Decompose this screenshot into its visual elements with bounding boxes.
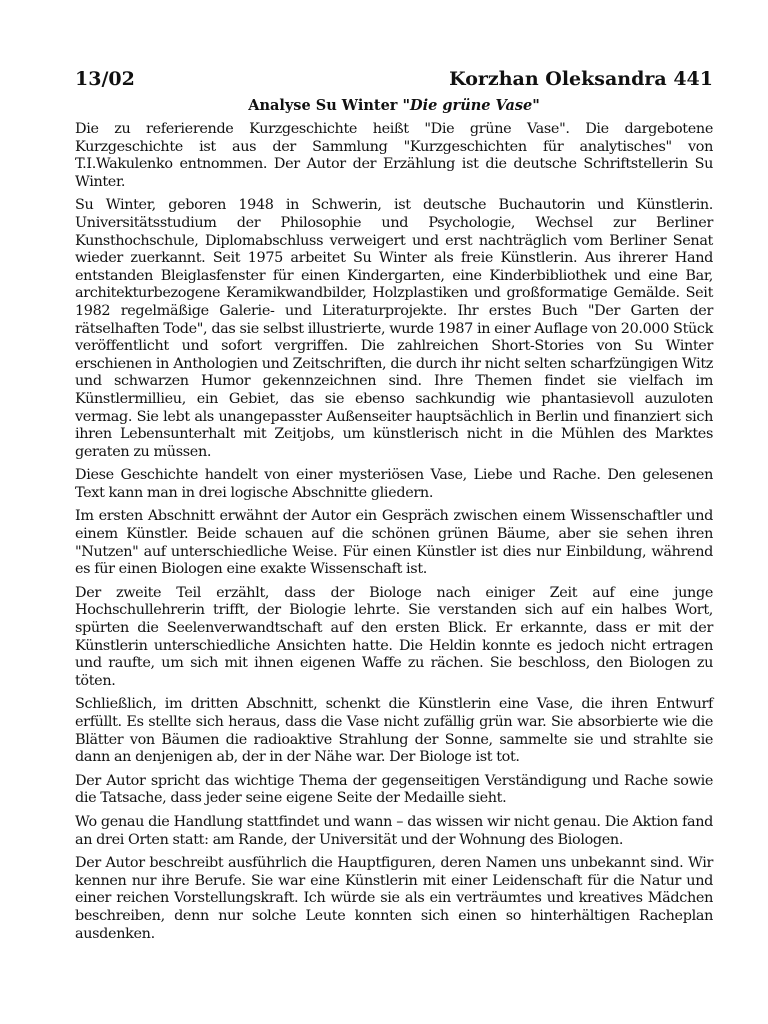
paragraph-2: Su Winter, geboren 1948 in Schwerin, ist deutsche Buchautorin und Künstlerin. Universitätsstudium der Philosophie und Psychologie, Wechsel zur Berliner Kunsthochschule, Diplomabschluss verweigert und erst nachträglich vom Berliner Senat wieder zuerkannt. Seit 1975 arbeitet Su Winter als freie Künstlerin. Aus ihrerer Hand entstanden Bleiglasfenster für einen Kindergarten, eine Kinderbibliothek und eine Bar, architekturbezogene Keramikwandbilder, Holzplastiken und großformatige Gemälde. Seit 1982 regelmäßige Galerie- und Literaturprojekte. Ihr erstes Buch "Der Garten der rätselhaften Tode", das sie selbst illustrierte, wurde 1987 in einer Auflage von 20.000 Stück veröffentlicht und sofort vergriffen. Die zahlreichen Short-Stories von Su Winter erschienen in Anthologien und Zeitschriften, die durch ihr nicht selten scharfzüngigen Witz und schwarzen Humor gekennzeichnen sind. Ihre Themen findet sie vielfach im Künstlermillieu, ein Gebiet, das sie ebenso sachkundig wie phantasievoll auzuloten vermag. Sie lebt als unangepasster Außenseiter hauptsächlich in Berlin und finanziert sich ihren Lebensunterhalt mit Zeitjobs, um künstlerisch nicht in die Mühlen des Marktes geraten zu müssen. [75,197,713,460]
paragraph-7: Der Autor spricht das wichtige Thema der gegenseitigen Verständigung und Rache sowie die Tatsache, dass jeder seine eigene Seite der Medaille sieht. [75,772,713,807]
document-page [75,66,713,949]
paragraph-8: Wo genau die Handlung stattfindet und wann – das wissen wir nicht genau. Die Aktion fand an drei Orten statt: am Rande, der Universität und der Wohnung des Biologen. [75,813,713,848]
title-work: "Die grüne Vase" [402,97,540,114]
paragraph-6: Schließlich, im dritten Abschnitt, schenkt die Künstlerin eine Vase, die ihren Entwurf erfüllt. Es stellte sich heraus, dass die Vase nicht zufällig grün war. Sie absorbierte wie die Blätter von Bäumen die radioaktive Strahlung der Sonne, sammelte sie und strahlte sie dann an denjenigen ab, der in der Nähe war. Der Biologe ist tot. [75,696,713,766]
paragraph-4: Im ersten Abschnitt erwähnt der Autor ein Gespräch zwischen einem Wissenschaftler und einem Künstler. Beide schauen auf die schönen grünen Bäume, aber sie sehen ihren "Nutzen" auf unterschiedliche Weise. Für einen Künstler ist dies nur Einbildung, während es für einen Biologen eine exakte Wissenschaft ist. [75,508,713,578]
title-prefix: Analyse Su Winter [248,97,403,114]
author-label: Korzhan Oleksandra 441 [449,68,713,90]
paragraph-9: Der Autor beschreibt ausführlich die Hauptfiguren, deren Namen uns unbekannt sind. Wir kennen nur ihre Berufe. Sie war eine Künstlerin mit einer Leidenschaft für die Natur und einer reichen Vorstellungskraft. Ich würde sie als ein verträumtes und kreatives Mädchen beschreiben, denn nur solche Leute konnten sich einen so hinterhältigen Racheplan ausdenken. [75,855,713,942]
document-header [75,66,713,92]
paragraph-1: Die zu referierende Kurzgeschichte heißt "Die grüne Vase". Die dargebotene Kurzgeschichte ist aus der Sammlung "Kurzgeschichten für analytisches" von T.I.Wakulenko entnommen. Der Autor der Erzählung ist die deutsche Schriftstellerin Su Winter. [75,121,713,190]
date-label: 13/02 [75,68,135,90]
document-title [75,96,713,116]
paragraph-3: Diese Geschichte handelt von einer mysteriösen Vase, Liebe und Rache. Den gelesenen Text kann man in drei logische Abschnitte gliedern. [75,467,713,501]
paragraph-5: Der zweite Teil erzählt, dass der Biologe nach einiger Zeit auf eine junge Hochschullehrerin trifft, der Biologie lehrte. Sie verstanden sich auf ein halbes Wort, spürten die Seelenverwandtschaft auf den ersten Blick. Er erkannte, dass er mit der Künstlerin unterschiedliche Ansichten hatte. Die Heldin konnte es jedoch nicht ertragen und raufte, um sich mit ihnen eigenen Waffe zu rächen. Sie beschloss, den Biologen zu töten. [75,584,713,689]
document-body [75,121,713,943]
